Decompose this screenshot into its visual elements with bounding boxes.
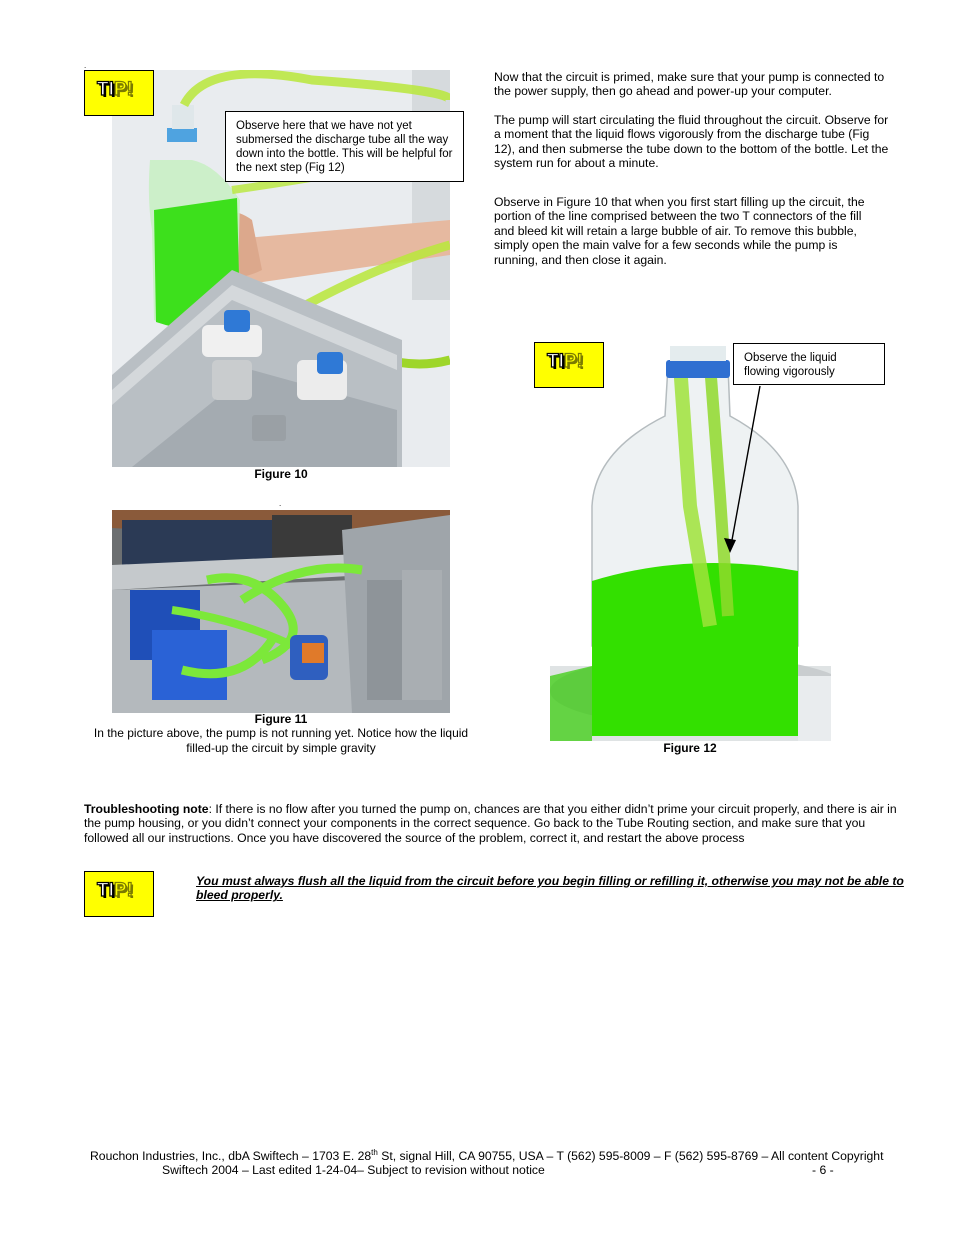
figure-12-caption: Figure 12 bbox=[663, 741, 717, 755]
tip-label: TIP! bbox=[547, 351, 583, 372]
troubleshooting-label: Troubleshooting note bbox=[84, 802, 209, 816]
page-number: - 6 - bbox=[812, 1163, 834, 1177]
figure-12-illustration bbox=[550, 346, 831, 741]
figure-10-callout-text: Observe here that we have not yet submersed the discharge tube all the way down into the bottle. This will be helpful for the next step (Fig 12) bbox=[236, 120, 453, 174]
troubleshooting-note bbox=[84, 802, 906, 845]
tip-label: TIP! bbox=[97, 79, 133, 100]
figure-12-photo bbox=[550, 346, 831, 741]
figure-12-callout-text: Observe the liquid flowing vigorously bbox=[744, 352, 837, 378]
tip-badge-bottom bbox=[84, 871, 154, 917]
tip-label: TIP! bbox=[97, 880, 133, 901]
bottom-tip-text: You must always flush all the liquid from the circuit before you begin filling or refilling it, otherwise you may not be able to bleed properly. bbox=[196, 874, 904, 903]
right-paragraph-2: The pump will start circulating the fluid throughout the circuit. Observe for a moment that the liquid flows vigorously from the discharge tube (Fig 12), and then submerse the tube down to the bottom of the bottle. Let the system run for about a minute. bbox=[494, 113, 889, 171]
stray-dot: . bbox=[84, 61, 87, 70]
troubleshooting-text: : If there is no flow after you turned the pump on, chances are that you either didn’t prime your circuit properly, and there is air in the pump housing, or you didn’t connect your components in the correct sequence. Go back to the Tube Routing section, and make sure that you followed all our instructions. Once you have discovered the source of the problem, correct it, and restart the above process bbox=[84, 802, 897, 845]
figure-10-callout bbox=[225, 111, 464, 182]
footer-address-a: Rouchon Industries, Inc., dbA Swiftech – 1703 E. 28 bbox=[90, 1149, 372, 1163]
stray-dot: . bbox=[279, 499, 282, 508]
figure-11-caption: Figure 11 bbox=[254, 712, 308, 726]
figure-11-note: In the picture above, the pump is not running yet. Notice how the liquid filled-up the circuit by simple gravity bbox=[93, 726, 469, 755]
footer-address-sup: th bbox=[371, 1147, 378, 1157]
tip-badge-figure-12 bbox=[534, 342, 604, 388]
figure-11-illustration bbox=[112, 510, 450, 713]
footer-line-1 bbox=[90, 1149, 920, 1163]
tip-badge-figure-10 bbox=[84, 70, 154, 116]
footer-address-b: St, signal Hill, CA 90755, USA – T (562) 595-8009 – F (562) 595-8769 – All content Copyright bbox=[377, 1149, 884, 1163]
footer-line-2: Swiftech 2004 – Last edited 1-24-04– Subject to revision without notice bbox=[162, 1163, 545, 1177]
right-paragraph-3: Observe in Figure 10 that when you first start filling up the circuit, the portion of the line comprised between the two T connectors of the fill and bleed kit will retain a large bubble of air. To remove this bubble, simply open the main valve for a few seconds while the pump is running, and then close it again. bbox=[494, 195, 865, 267]
right-paragraph-1: Now that the circuit is primed, make sure that your pump is connected to the power supply, then go ahead and power-up your computer. bbox=[494, 70, 885, 99]
figure-11-photo bbox=[112, 510, 450, 713]
figure-10-caption: Figure 10 bbox=[254, 467, 308, 481]
figure-12-callout bbox=[733, 343, 885, 385]
